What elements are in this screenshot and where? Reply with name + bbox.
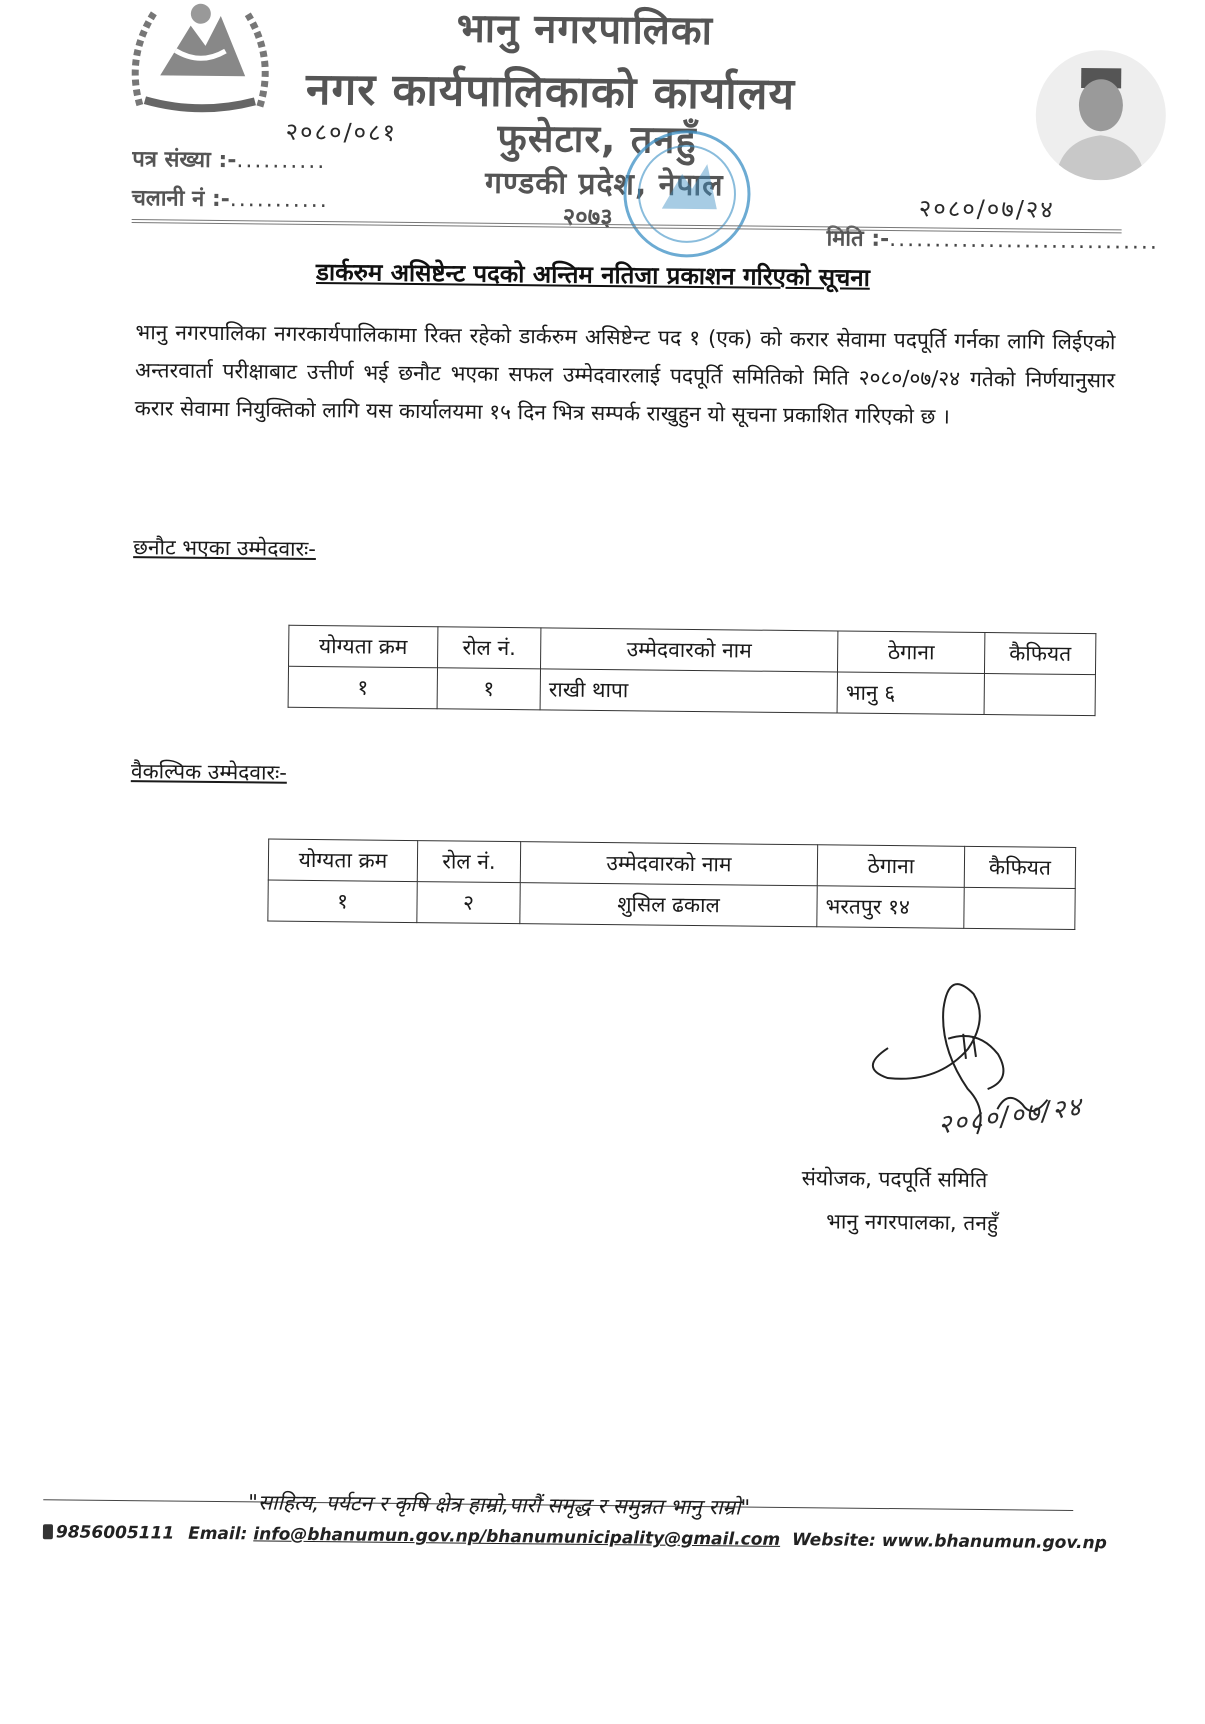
rank-cell: १ — [268, 880, 417, 923]
office-stamp-icon — [611, 118, 763, 270]
email-link[interactable]: info@bhanumun.gov.np/bhanumunicipality@gmail.com — [253, 1524, 781, 1550]
name-cell: राखी थापा — [540, 669, 837, 713]
rank-cell: १ — [288, 666, 437, 709]
office-location: फुसेटार, तनहुँ — [497, 115, 697, 162]
established-year: २०७३ — [562, 202, 613, 232]
phone-icon — [43, 1524, 53, 1539]
roll-cell: २ — [417, 882, 520, 924]
column-header: उम्मेदवारको नाम — [540, 628, 837, 672]
column-header: ठेगाना — [817, 845, 964, 888]
roll-cell: १ — [437, 668, 540, 710]
footer-slogan: "साहित्य, पर्यटन र कृषि क्षेत्र हाम्रो,पारौं समृद्ध र समुन्नत भानु राम्रो" — [248, 1490, 751, 1520]
column-header: रोल नं. — [417, 841, 520, 883]
column-header: रोल नं. — [438, 627, 541, 669]
alternate-candidates-table — [267, 839, 1076, 930]
notice-body: भानु नगरपालिका नगरकार्यपालिकामा रिक्त रहेको डार्करुम असिष्टेन्ट पद १ (एक) को करार सेवामा पदपूर्ति गर्नका लागि लिईएको अन्तरवार्ता परीक्षाबाट उत्तीर्ण भई छनौट भएका सफल उम्मेदवारलाई पदपूर्ति समितिको मिति २०८०/०७/२४ गतेको निर्णयानुसार करार सेवामा नियुक्तिको लागि यस कार्यालयमा १५ दिन भित्र सम्पर्क राखुहुन यो सूचना प्रकाशित गरिएको छ । — [134, 320, 1116, 429]
dispatch-number-label: चलानी नं :- — [131, 186, 230, 213]
date-field: मिति :-.............................. — [826, 226, 1160, 255]
date-label: मिति :- — [826, 226, 890, 252]
column-header: कैफियत — [984, 633, 1095, 675]
remarks-cell — [964, 887, 1075, 929]
email-label: Email: — [188, 1523, 248, 1545]
selected-candidates-table — [288, 625, 1097, 716]
notice-title: डार्करुम असिष्टेन्ट पदको अन्तिम नतिजा प्रकाशन गरिएको सूचना — [315, 257, 871, 292]
nepal-emblem-icon — [120, 0, 281, 117]
website-link[interactable]: www.bhanumun.gov.np — [881, 1530, 1107, 1554]
province-name: गण्डकी प्रदेश, नेपाल — [484, 165, 724, 204]
person-icon — [1035, 50, 1166, 181]
column-header: योग्यता क्रम — [289, 625, 438, 668]
office-name: नगर कार्यपालिकाको कार्यालय — [305, 63, 796, 120]
table-row — [288, 666, 1095, 715]
table-row — [268, 880, 1075, 929]
signatory-organization: भानु नगरपालका, तनहुँ — [826, 1209, 999, 1236]
phone-number: 9856005111 — [55, 1522, 175, 1544]
remarks-cell — [984, 674, 1095, 716]
footer-contact — [43, 1522, 1107, 1553]
signatory-designation: संयोजक, पदपूर्ति समिति — [801, 1166, 988, 1193]
letter-number-label: पत्र संख्या :- — [132, 147, 237, 174]
letter-number-field: पत्र संख्या :-.......... — [132, 147, 327, 175]
letter-date-value: २०८०/०७/२४ — [918, 194, 1055, 224]
fiscal-year: २०८०/०८१ — [285, 117, 398, 147]
column-header: कैफियत — [964, 846, 1075, 888]
signature-date: २०८०/०७/२४ — [936, 1092, 1085, 1141]
portrait-photo — [1035, 50, 1166, 181]
address-cell: भानु ६ — [837, 672, 984, 715]
municipality-name: भानु नगरपालिका — [456, 5, 714, 55]
column-header: ठेगाना — [837, 631, 984, 674]
alternate-candidates-heading: वैकल्पिक उम्मेदवारः- — [130, 759, 288, 785]
website-label: Website: — [791, 1530, 876, 1551]
dispatch-number-field: चलानी नं :-........... — [131, 186, 329, 214]
selected-candidates-heading: छनौट भएका उम्मेदवारः- — [133, 535, 317, 562]
column-header: योग्यता क्रम — [268, 839, 417, 882]
name-cell: शुसिल ढकाल — [520, 883, 817, 927]
address-cell: भरतपुर १४ — [817, 886, 964, 929]
column-header: उम्मेदवारको नाम — [520, 842, 817, 886]
